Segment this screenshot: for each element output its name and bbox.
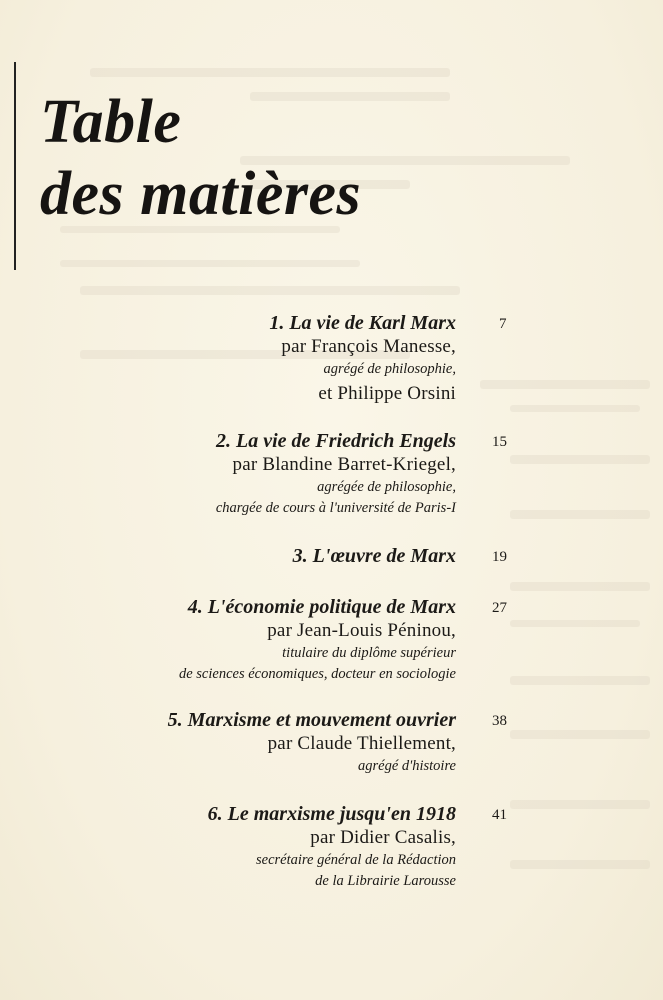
- toc-entry-author: par Blandine Barret-Kriegel,: [232, 454, 456, 475]
- toc-entry-credentials: de sciences économiques, docteur en sociologie: [178, 666, 456, 682]
- page-title: [40, 86, 361, 230]
- toc-entry-author: par François Manesse,: [281, 336, 456, 357]
- toc-entry-6: [208, 802, 456, 892]
- toc-entry-4: [179, 595, 456, 685]
- toc-entry-2: [216, 429, 456, 519]
- toc-entry-credentials: agrégé de philosophie,: [323, 361, 456, 377]
- toc-entry-page-number: 38: [492, 713, 507, 729]
- toc-entry-page-number: 41: [492, 807, 507, 823]
- title-vertical-rule: [14, 62, 16, 270]
- toc-entry-author: par Didier Casalis,: [310, 827, 456, 848]
- toc-entry-credentials: chargée de cours à l'université de Paris-I: [215, 500, 456, 516]
- toc-entry-heading: 4. L'économie politique de Marx: [187, 596, 456, 618]
- toc-entry-1: [269, 311, 456, 406]
- toc-entry-heading: 3. L'œuvre de Marx: [292, 545, 456, 567]
- toc-entry-page-number: 27: [492, 600, 507, 616]
- toc-entry-5: [168, 708, 456, 777]
- toc-entry-author: par Claude Thiellement,: [267, 733, 456, 754]
- toc-entry-heading: 1. La vie de Karl Marx: [269, 312, 456, 334]
- toc-entry-credentials: agrégé d'histoire: [357, 758, 456, 774]
- toc-entry-page-number: 15: [492, 434, 507, 450]
- toc-entry-heading: 6. Le marxisme jusqu'en 1918: [207, 803, 456, 825]
- toc-entry-credentials: titulaire du diplôme supérieur: [282, 645, 456, 661]
- page-title-line-2: des matières: [40, 160, 362, 228]
- toc-entry-coauthor: et Philippe Orsini: [318, 383, 456, 404]
- toc-entry-credentials: agrégée de philosophie,: [317, 479, 456, 495]
- toc-entry-3: [293, 544, 456, 568]
- toc-entry-credentials: secrétaire général de la Rédaction: [256, 852, 456, 868]
- toc-entry-page-number: 7: [499, 316, 507, 332]
- toc-entry-author: par Jean-Louis Péninou,: [267, 620, 456, 641]
- toc-entry-page-number: 19: [492, 549, 507, 565]
- toc-entry-heading: 2. La vie de Friedrich Engels: [216, 430, 456, 452]
- page-title-line-1: Table: [40, 88, 182, 156]
- toc-entry-heading: 5. Marxisme et mouvement ouvrier: [167, 709, 456, 731]
- toc-entry-credentials: de la Librairie Larousse: [315, 873, 456, 889]
